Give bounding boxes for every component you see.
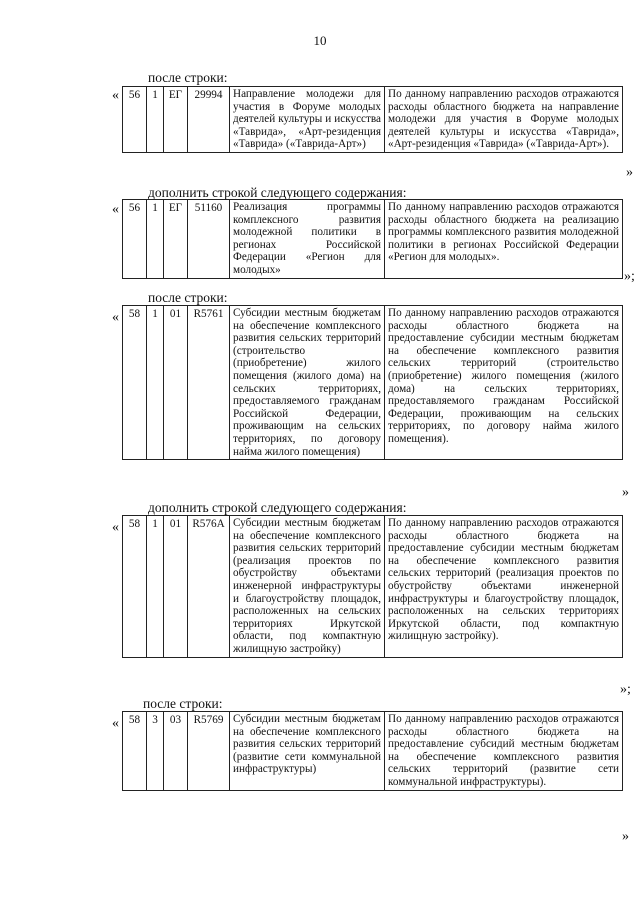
heading-add-row: дополнить строкой следующего содержания: — [148, 500, 407, 515]
main-event-code: ЕГ — [164, 87, 188, 153]
subsection-code: 3 — [147, 712, 164, 791]
table-block-5 — [122, 711, 623, 791]
main-event-code: ЕГ — [164, 200, 188, 279]
expense-name: Субсидии местным бюджетам на обеспечение комплексного развития сельских территорий (строительство (приобретение) жилого помещения (жилого дома) на сельских территориях, предоставляемого гражданам Российской Федерации, проживающим на сельских территориях, по договору найма жилого помещения) — [230, 306, 385, 460]
table-row — [123, 200, 623, 279]
table-block-2 — [122, 199, 623, 279]
expense-name: Субсидии местным бюджетам на обеспечение комплексного развития сельских территорий (развитие сети коммунальной инфраструктуры) — [230, 712, 385, 791]
expense-description: По данному направлению расходов отражаются расходы областного бюджета на реализацию программы комплексного развития молодежной политики в регионах Российской Федерации «Регион для молодых». — [385, 200, 623, 279]
section-code: 58 — [123, 306, 147, 460]
direction-code: R5761 — [188, 306, 230, 460]
close-quote: » — [622, 829, 629, 844]
heading-add-row: дополнить строкой следующего содержания: — [148, 185, 407, 200]
section-code: 56 — [123, 87, 147, 153]
main-event-code: 01 — [164, 306, 188, 460]
close-quote: » — [622, 485, 629, 500]
subsection-code: 1 — [147, 306, 164, 460]
subsection-code: 1 — [147, 87, 164, 153]
expense-description: По данному направлению расходов отражаются расходы областного бюджета на направление молодежи для участия в Форуме молодых деятелей культуры и искусства «Таврида», «Арт-резиденция «Таврида» («Таврида-Арт»). — [385, 87, 623, 153]
subsection-code: 1 — [147, 200, 164, 279]
open-quote: « — [112, 520, 119, 535]
heading-after-row: после строки: — [143, 696, 223, 711]
close-quote: » — [626, 165, 633, 180]
section-code: 56 — [123, 200, 147, 279]
expense-name: Направление молодежи для участия в Форуме молодых деятелей культуры и искусства «Таврида», «Арт-резиденция «Таврида» («Таврида-Арт») — [230, 87, 385, 153]
expense-description: По данному направлению расходов отражаются расходы областного бюджета на предоставление субсидии местным бюджетам на обеспечение комплексного развития сельских территорий (реализация проектов по обустройству объектами инженерной инфраструктуры и благоустройству площадок, расположенных на сельских территориях Иркутской области, под компактную жилищную застройку). — [385, 516, 623, 658]
expense-name: Реализация программы комплексного развития молодежной политики в регионах Российской Федерации «Регион для молодых» — [230, 200, 385, 279]
open-quote: « — [112, 310, 119, 325]
section-code: 58 — [123, 712, 147, 791]
table-row — [123, 87, 623, 153]
open-quote: « — [112, 202, 119, 217]
heading-after-row: после строки: — [148, 70, 228, 85]
table-block-4 — [122, 515, 623, 658]
table-block-1 — [122, 86, 623, 153]
expense-name: Субсидии местным бюджетам на обеспечение комплексного развития сельских территорий (реализация проектов по обустройству объектами инженерной инфраструктуры и благоустройству площадок, расположенных на сельских территориях Иркутской области, под компактную жилищную застройку) — [230, 516, 385, 658]
open-quote: « — [112, 88, 119, 103]
close-quote: »; — [620, 682, 631, 697]
main-event-code: 01 — [164, 516, 188, 658]
direction-code: R5769 — [188, 712, 230, 791]
table-row — [123, 712, 623, 791]
table-block-3 — [122, 305, 623, 460]
expense-description: По данному направлению расходов отражаются расходы областного бюджета на предоставление субсидии местным бюджетам на обеспечение комплексного развития сельских территорий (строительство (приобретение) жилого помещения (жилого дома) на сельских территориях, предоставляемого гражданам Российской Федерации, проживающим на сельских территориях, по договору найма жилого помещения). — [385, 306, 623, 460]
page-number: 10 — [313, 33, 327, 48]
direction-code: 51160 — [188, 200, 230, 279]
main-event-code: 03 — [164, 712, 188, 791]
direction-code: R576A — [188, 516, 230, 658]
table-row — [123, 516, 623, 658]
direction-code: 29994 — [188, 87, 230, 153]
section-code: 58 — [123, 516, 147, 658]
table-row — [123, 306, 623, 460]
expense-description: По данному направлению расходов отражаются расходы областного бюджета на предоставление субсидий местным бюджетам на обеспечение комплексного развития сельских территорий (развитие сети коммунальной инфраструктуры). — [385, 712, 623, 791]
subsection-code: 1 — [147, 516, 164, 658]
open-quote: « — [112, 716, 119, 731]
heading-after-row: после строки: — [148, 290, 228, 305]
close-quote: »; — [624, 269, 635, 284]
